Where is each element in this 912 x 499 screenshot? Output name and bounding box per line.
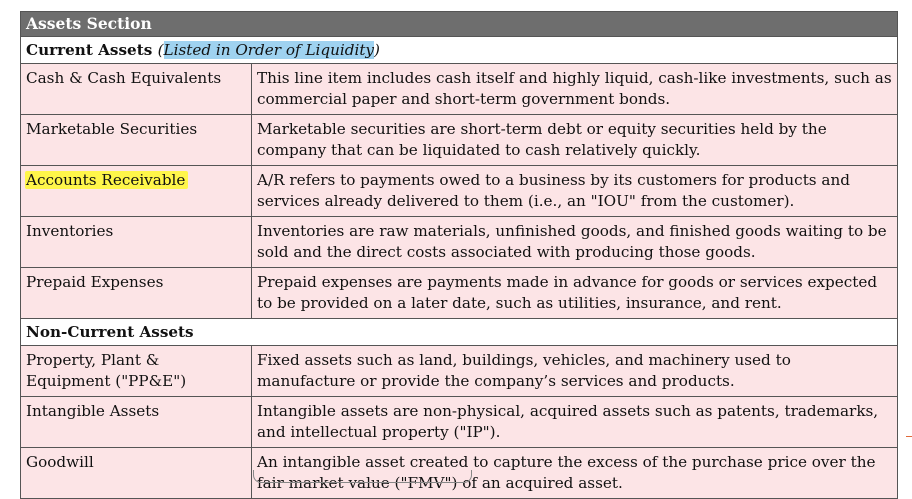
description-cell: Inventories are raw materials, unfinished goods, and finished goods waiting to be sold and the direct costs associated with producing those goods. [252, 217, 898, 268]
term-cell [21, 166, 252, 217]
noncurrent-assets-heading-row [21, 319, 898, 346]
table-row [21, 115, 898, 166]
table-row [21, 346, 898, 397]
table-title: Assets Section [21, 12, 898, 37]
noncurrent-assets-heading: Non-Current Assets [21, 319, 898, 346]
term-cell: Intangible Assets [21, 397, 252, 448]
description-cell: An intangible asset created to capture the excess of the purchase price over the fair market value ("FMV") of an acquired asset. [252, 448, 898, 499]
table-row [21, 268, 898, 319]
table-row [21, 397, 898, 448]
table-header-row [21, 12, 898, 37]
description-cell: Marketable securities are short-term debt or equity securities held by the company that can be liquidated to cash relatively quickly. [252, 115, 898, 166]
term-cell: Marketable Securities [21, 115, 252, 166]
term-cell: Cash & Cash Equivalents [21, 64, 252, 115]
annotation-tick [906, 436, 912, 437]
table-row [21, 64, 898, 115]
current-assets-label: Current Assets [26, 41, 153, 59]
table-row [21, 166, 898, 217]
liquidity-note-highlighted: Listed in Order of Liquidity [163, 41, 375, 59]
description-cell: A/R refers to payments owed to a business by its customers for products and services already delivered to them (i.e., an "IOU" from the customer). [252, 166, 898, 217]
term-cell: Inventories [21, 217, 252, 268]
description-cell: Fixed assets such as land, buildings, vehicles, and machinery used to manufacture or provide the company’s services and products. [252, 346, 898, 397]
highlighted-term: Accounts Receivable [25, 171, 188, 189]
description-cell: This line item includes cash itself and highly liquid, cash-like investments, such as commercial paper and short-term government bonds. [252, 64, 898, 115]
table-row [21, 217, 898, 268]
term-cell: Goodwill [21, 448, 252, 499]
annotation-bracket [253, 470, 472, 483]
assets-table-container [20, 11, 897, 499]
current-assets-heading [21, 37, 898, 64]
description-cell: Intangible assets are non-physical, acquired assets such as patents, trademarks, and intellectual property ("IP"). [252, 397, 898, 448]
liquidity-note: (Listed in Order of Liquidity) [157, 41, 380, 59]
description-cell: Prepaid expenses are payments made in advance for goods or services expected to be provided on a later date, such as utilities, insurance, and rent. [252, 268, 898, 319]
term-cell: Prepaid Expenses [21, 268, 252, 319]
assets-table [20, 11, 898, 499]
current-assets-heading-row [21, 37, 898, 64]
term-cell: Property, Plant & Equipment ("PP&E") [21, 346, 252, 397]
